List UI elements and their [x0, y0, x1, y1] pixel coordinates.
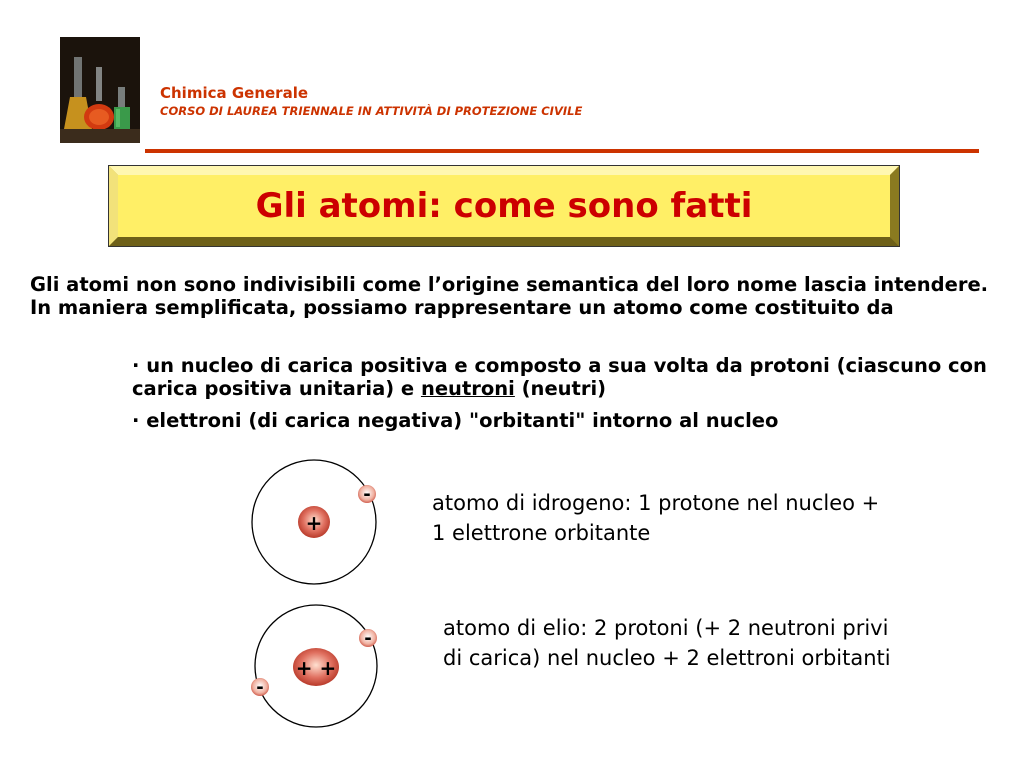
helium-atom-diagram	[248, 600, 388, 730]
bullet-nucleus-suffix: (neutri)	[514, 377, 607, 400]
intro-paragraph: Gli atomi non sono indivisibili come l’origine semantica del loro nome lascia intendere. In maniera semplificata, possiamo rappresentare un atomo come costituito da	[30, 273, 989, 319]
slide-title: Gli atomi: come sono fatti	[255, 186, 753, 226]
bullet-electrons: · elettroni (di carica negativa) "orbitanti" intorno al nucleo	[132, 409, 779, 432]
course-title: Chimica Generale	[160, 84, 309, 102]
slide-title-box	[108, 165, 900, 247]
electron-1-label: -	[364, 628, 372, 649]
header-divider	[145, 149, 979, 153]
helium-caption: atomo di elio: 2 protoni (+ 2 neutroni privi di carica) nel nucleo + 2 elettroni orbitanti	[443, 616, 891, 670]
nucleus-label: +	[305, 511, 323, 535]
nucleus-label: + +	[295, 656, 337, 680]
electron-label: -	[363, 484, 371, 505]
neutroni-link[interactable]: neutroni	[420, 377, 515, 400]
hydrogen-atom-diagram	[245, 455, 385, 585]
flasks-icon	[60, 37, 140, 143]
hydrogen-caption: atomo di idrogeno: 1 protone nel nucleo + 1 elettrone orbitante	[432, 491, 880, 545]
electron-2-label: -	[256, 677, 264, 698]
bullet-nucleus	[132, 354, 992, 400]
bullet-nucleus-text: · un nucleo di carica positiva e composto a sua volta da protoni (ciascuno con carica positiva unitaria) e	[132, 354, 987, 400]
course-subtitle: CORSO DI LAUREA TRIENNALE IN ATTIVITÀ DI PROTEZIONE CIVILE	[160, 104, 583, 118]
course-logo	[60, 37, 140, 143]
